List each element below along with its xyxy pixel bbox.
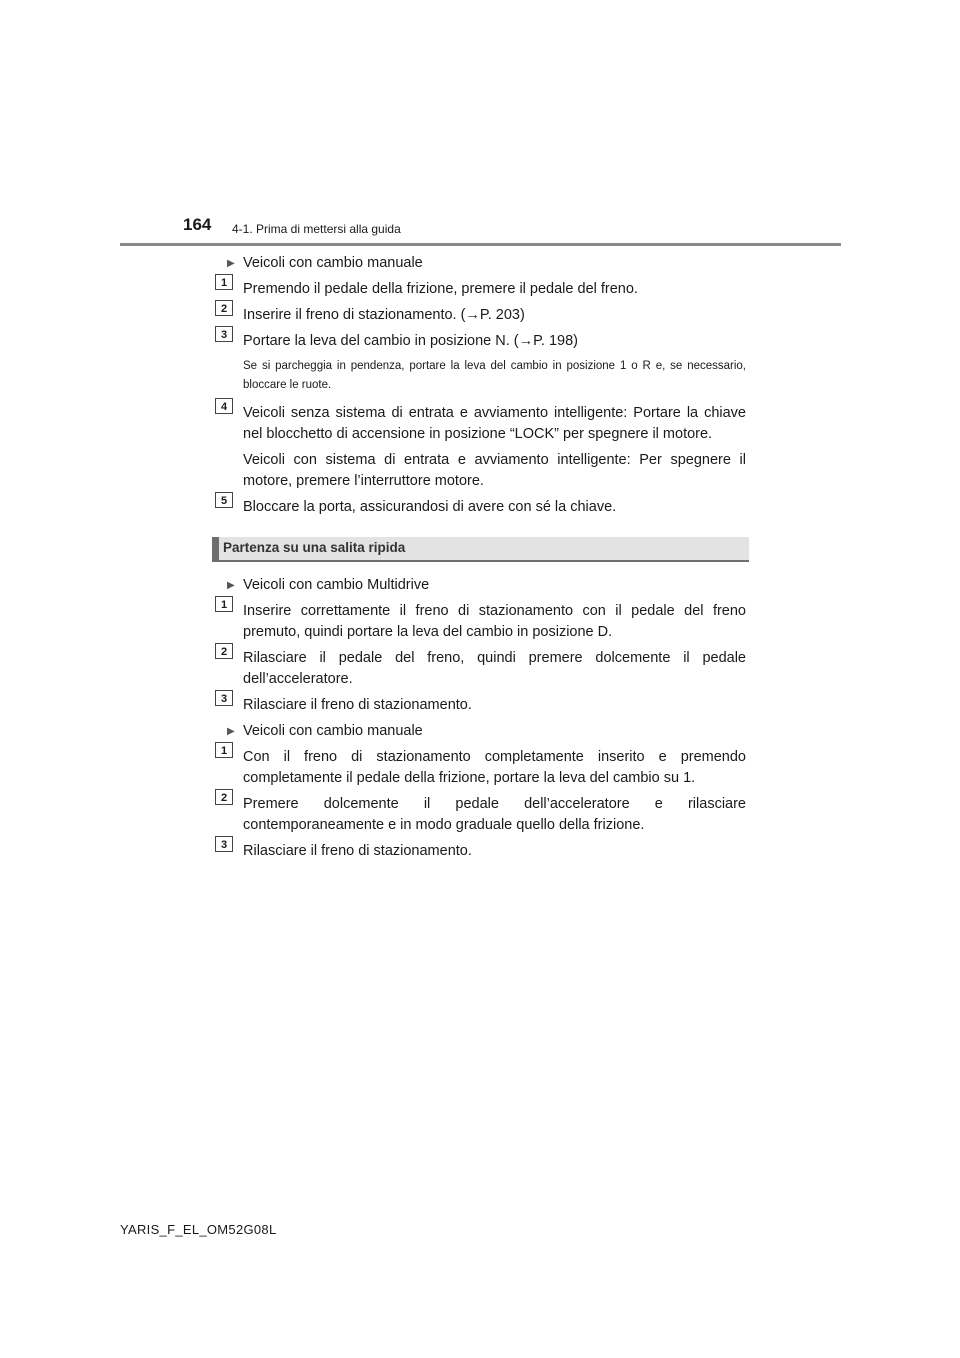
- step-item: [215, 331, 746, 352]
- page-content: [215, 253, 746, 867]
- section-heading-hill-start: [212, 537, 749, 562]
- step-text: Rilasciare il pedale del freno, quindi premere dolcemente il pedale dell’acceleratore.: [243, 650, 746, 687]
- step-number-badge: 2: [215, 300, 233, 316]
- step-number-badge: 1: [215, 596, 233, 612]
- step-text: Rilasciare il freno di stazionamento.: [243, 843, 472, 859]
- step-text: Veicoli senza sistema di entrata e avviamento intelligente: Portare la chiave nel blocchetto di accensione in posizione “LOCK” per spegnere il motore.: [243, 405, 746, 442]
- triangle-bullet-icon: ▶: [227, 726, 235, 737]
- step-text: Premere dolcemente il pedale dell’acceleratore e rilasciare contemporaneamente e in modo graduale quello della frizione.: [243, 796, 746, 833]
- step-item: [215, 403, 746, 445]
- subsection-manual-parking: [215, 253, 746, 274]
- subsection-label: Veicoli con cambio Multidrive: [243, 577, 430, 593]
- heading-accent-bar: [212, 537, 219, 560]
- step-number-badge: 3: [215, 836, 233, 852]
- triangle-bullet-icon: ▶: [227, 258, 235, 269]
- section-heading-text: Partenza su una salita ripida: [223, 540, 406, 555]
- step-text: Bloccare la porta, assicurandosi di avere con sé la chiave.: [243, 499, 617, 515]
- step-text: Inserire correttamente il freno di stazionamento con il pedale del freno premuto, quindi portare la leva del cambio in posizione D.: [243, 603, 746, 640]
- step-number-badge: 4: [215, 398, 233, 414]
- step-number-badge: 2: [215, 643, 233, 659]
- step-number-badge: 1: [215, 274, 233, 290]
- step-text: Portare la leva del cambio in posizione N. (→P. 198): [243, 333, 579, 349]
- step-text: Inserire il freno di stazionamento. (→P. 203): [243, 307, 525, 323]
- step-item: [215, 305, 746, 326]
- triangle-bullet-icon: ▶: [227, 580, 235, 591]
- step-item: [215, 695, 746, 716]
- header-rule: [120, 243, 841, 246]
- step-item: [215, 279, 746, 300]
- step-text: Con il freno di stazionamento completamente inserito e premendo completamente il pedale della frizione, portare la leva del cambio su 1.: [243, 749, 746, 786]
- parking-note: Se si parcheggia in pendenza, portare la leva del cambio in posizione 1 o R e, se necessario, bloccare le ruote.: [243, 360, 746, 391]
- step-item: [215, 648, 746, 690]
- document-code: YARIS_F_EL_OM52G08L: [120, 1222, 277, 1237]
- step-number-badge: 1: [215, 742, 233, 758]
- subsection-multidrive: [215, 575, 746, 596]
- step-item: [215, 794, 746, 836]
- step-number-badge: 5: [215, 492, 233, 508]
- step-item: [215, 601, 746, 643]
- subsection-manual-hill: [215, 721, 746, 742]
- page-number: 164: [183, 215, 212, 234]
- step-item: [215, 841, 746, 862]
- step-number-badge: 3: [215, 326, 233, 342]
- step-number-badge: 3: [215, 690, 233, 706]
- step-continuation: Veicoli con sistema di entrata e avviamento intelligente: Per spegnere il motore, premere l’interruttore motore.: [243, 452, 746, 489]
- section-title: 4-1. Prima di mettersi alla guida: [232, 222, 401, 236]
- step-number-badge: 2: [215, 789, 233, 805]
- step-item: [215, 747, 746, 789]
- subsection-label: Veicoli con cambio manuale: [243, 255, 423, 271]
- subsection-label: Veicoli con cambio manuale: [243, 723, 423, 739]
- step-text: Rilasciare il freno di stazionamento.: [243, 697, 472, 713]
- step-item: [215, 497, 746, 518]
- step-text: Premendo il pedale della frizione, premere il pedale del freno.: [243, 281, 638, 297]
